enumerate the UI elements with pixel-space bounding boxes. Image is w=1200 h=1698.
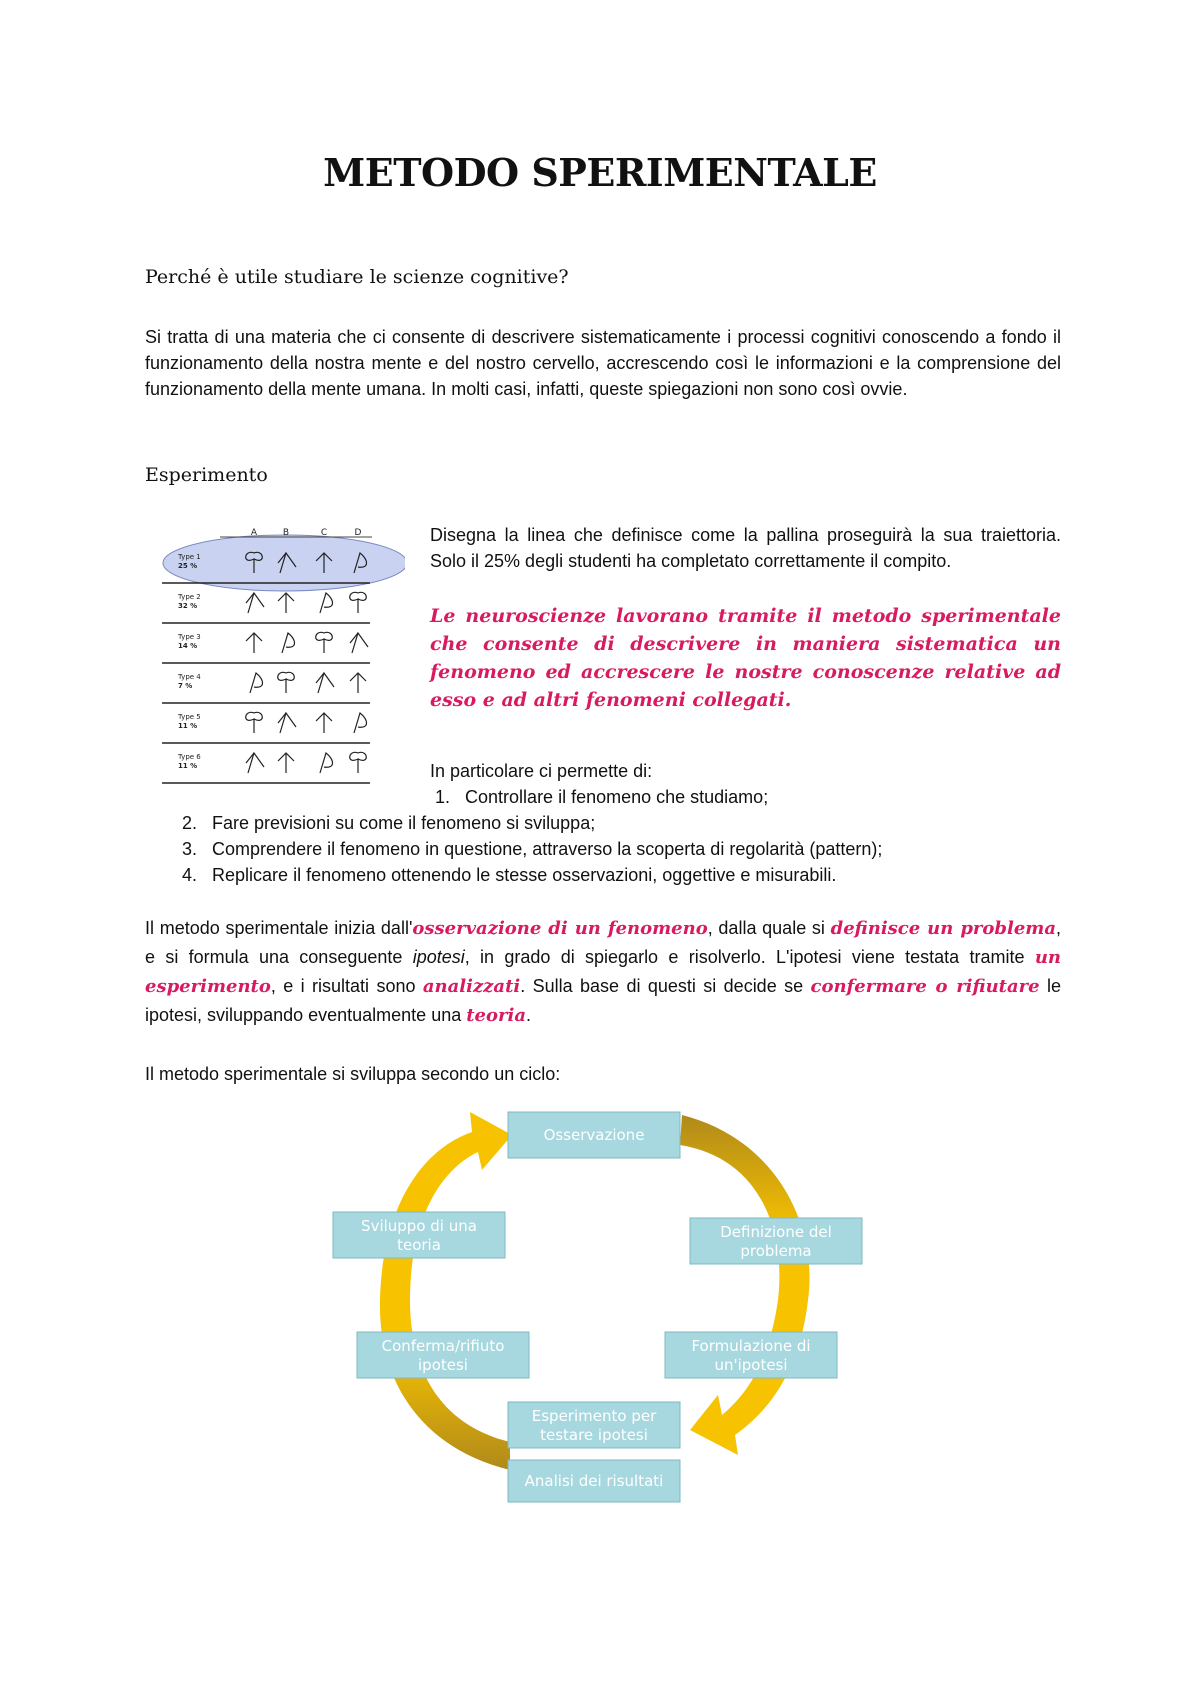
intro-paragraph: Si tratta di una materia che ci consente di descrivere sistematicamente i processi cognitivi conoscendo a fondo il funzionamento della nostra mente e del nostro cervello, accrescendo così le informazioni e la comprensione del funzionamento della mente umana. In molti casi, infatti, queste spiegazioni non sono così ovvie.: [145, 327, 1061, 399]
section-heading-esperimento: Esperimento: [145, 464, 268, 486]
row-pct-label: 11 %: [178, 722, 198, 730]
svg-text:testare ipotesi: testare ipotesi: [540, 1426, 648, 1444]
svg-text:Definizione del: Definizione del: [720, 1223, 832, 1241]
row-type-label: Type 5: [178, 713, 201, 721]
row-type-label: Type 4: [178, 673, 201, 681]
cycle-intro: Il metodo sperimentale si sviluppa secondo un ciclo:: [145, 1064, 561, 1084]
column-label: B: [282, 528, 290, 538]
neuroscience-highlight: Le neuroscienze lavorano tramite il metodo sperimentale che consente di descrivere in maniera sistematica un fenomeno ed accrescere le nostre conoscenze relative ad esso e ad altri fenomeni collegati.: [430, 605, 1061, 711]
method-paragraph: Il metodo sperimentale inizia dall'osservazione di un fenomeno, dalla quale si definisce un problema, e si formula una conseguente ipotesi, in grado di spiegarlo e risolverlo. L'ipotesi viene testata tramite un esperimento, e i risultati sono analizzati. Sulla base di questi si decide se confermare o rifiutare le ipotesi, sviluppando eventualmente una teoria.: [145, 918, 1062, 1026]
experiment-description: Disegna la linea che definisce come la pallina proseguirà la sua traiettoria. Solo il 25% degli studenti ha completato correttamente il compito.: [430, 525, 1061, 571]
list-intro: In particolare ci permette di:: [430, 761, 653, 781]
row-pct-label: 32 %: [178, 602, 198, 610]
section-heading-cognitive: Perché è utile studiare le scienze cognitive?: [145, 266, 569, 288]
step-osservazione: [508, 1112, 680, 1158]
row-pct-label: 14 %: [178, 642, 198, 650]
cycle-arrow-left: [380, 1112, 512, 1470]
row-type-label: Type 1: [178, 553, 201, 561]
step-conferma: [357, 1332, 529, 1378]
step-osservazione-label: Osservazione: [543, 1126, 645, 1144]
step-definizione: [690, 1218, 862, 1264]
svg-text:ipotesi: ipotesi: [418, 1356, 468, 1374]
step-formulazione: [665, 1332, 837, 1378]
page-title: METODO SPERIMENTALE: [323, 150, 877, 195]
list-item: 2. Fare previsioni su come il fenomeno si sviluppa;: [182, 813, 596, 833]
column-label: A: [250, 528, 258, 538]
svg-text:problema: problema: [740, 1242, 812, 1260]
svg-text:Analisi dei risultati: Analisi dei risultati: [524, 1472, 664, 1490]
row-type-label: Type 6: [178, 753, 201, 761]
svg-text:teoria: teoria: [397, 1236, 441, 1254]
column-label: D: [354, 528, 362, 538]
svg-text:Sviluppo di una: Sviluppo di una: [361, 1217, 477, 1235]
column-label: C: [320, 528, 328, 538]
row-pct-label: 11 %: [178, 762, 198, 770]
step-esperimento: [508, 1402, 680, 1448]
row-pct-label: 7 %: [178, 682, 193, 690]
row-type-label: Type 2: [178, 593, 201, 601]
list-item: 3. Comprendere il fenomeno in questione, attraverso la scoperta di regolarità (pattern);: [182, 839, 883, 859]
list-item: 4. Replicare il fenomeno ottenendo le stesse osservazioni, oggettive e misurabili.: [182, 865, 837, 885]
step-sviluppo: [333, 1212, 505, 1258]
step-analisi: [508, 1460, 680, 1502]
svg-text:Esperimento per: Esperimento per: [531, 1407, 657, 1425]
svg-text:Conferma/rifiuto: Conferma/rifiuto: [381, 1337, 505, 1355]
list-item: 1. Controllare il fenomeno che studiamo;: [435, 787, 769, 807]
cycle-arrow-right: [680, 1115, 810, 1455]
row-pct-label: 25 %: [178, 562, 198, 570]
svg-text:Formulazione di: Formulazione di: [691, 1337, 811, 1355]
row-type-label: Type 3: [178, 633, 201, 641]
svg-text:un'ipotesi: un'ipotesi: [714, 1356, 788, 1374]
